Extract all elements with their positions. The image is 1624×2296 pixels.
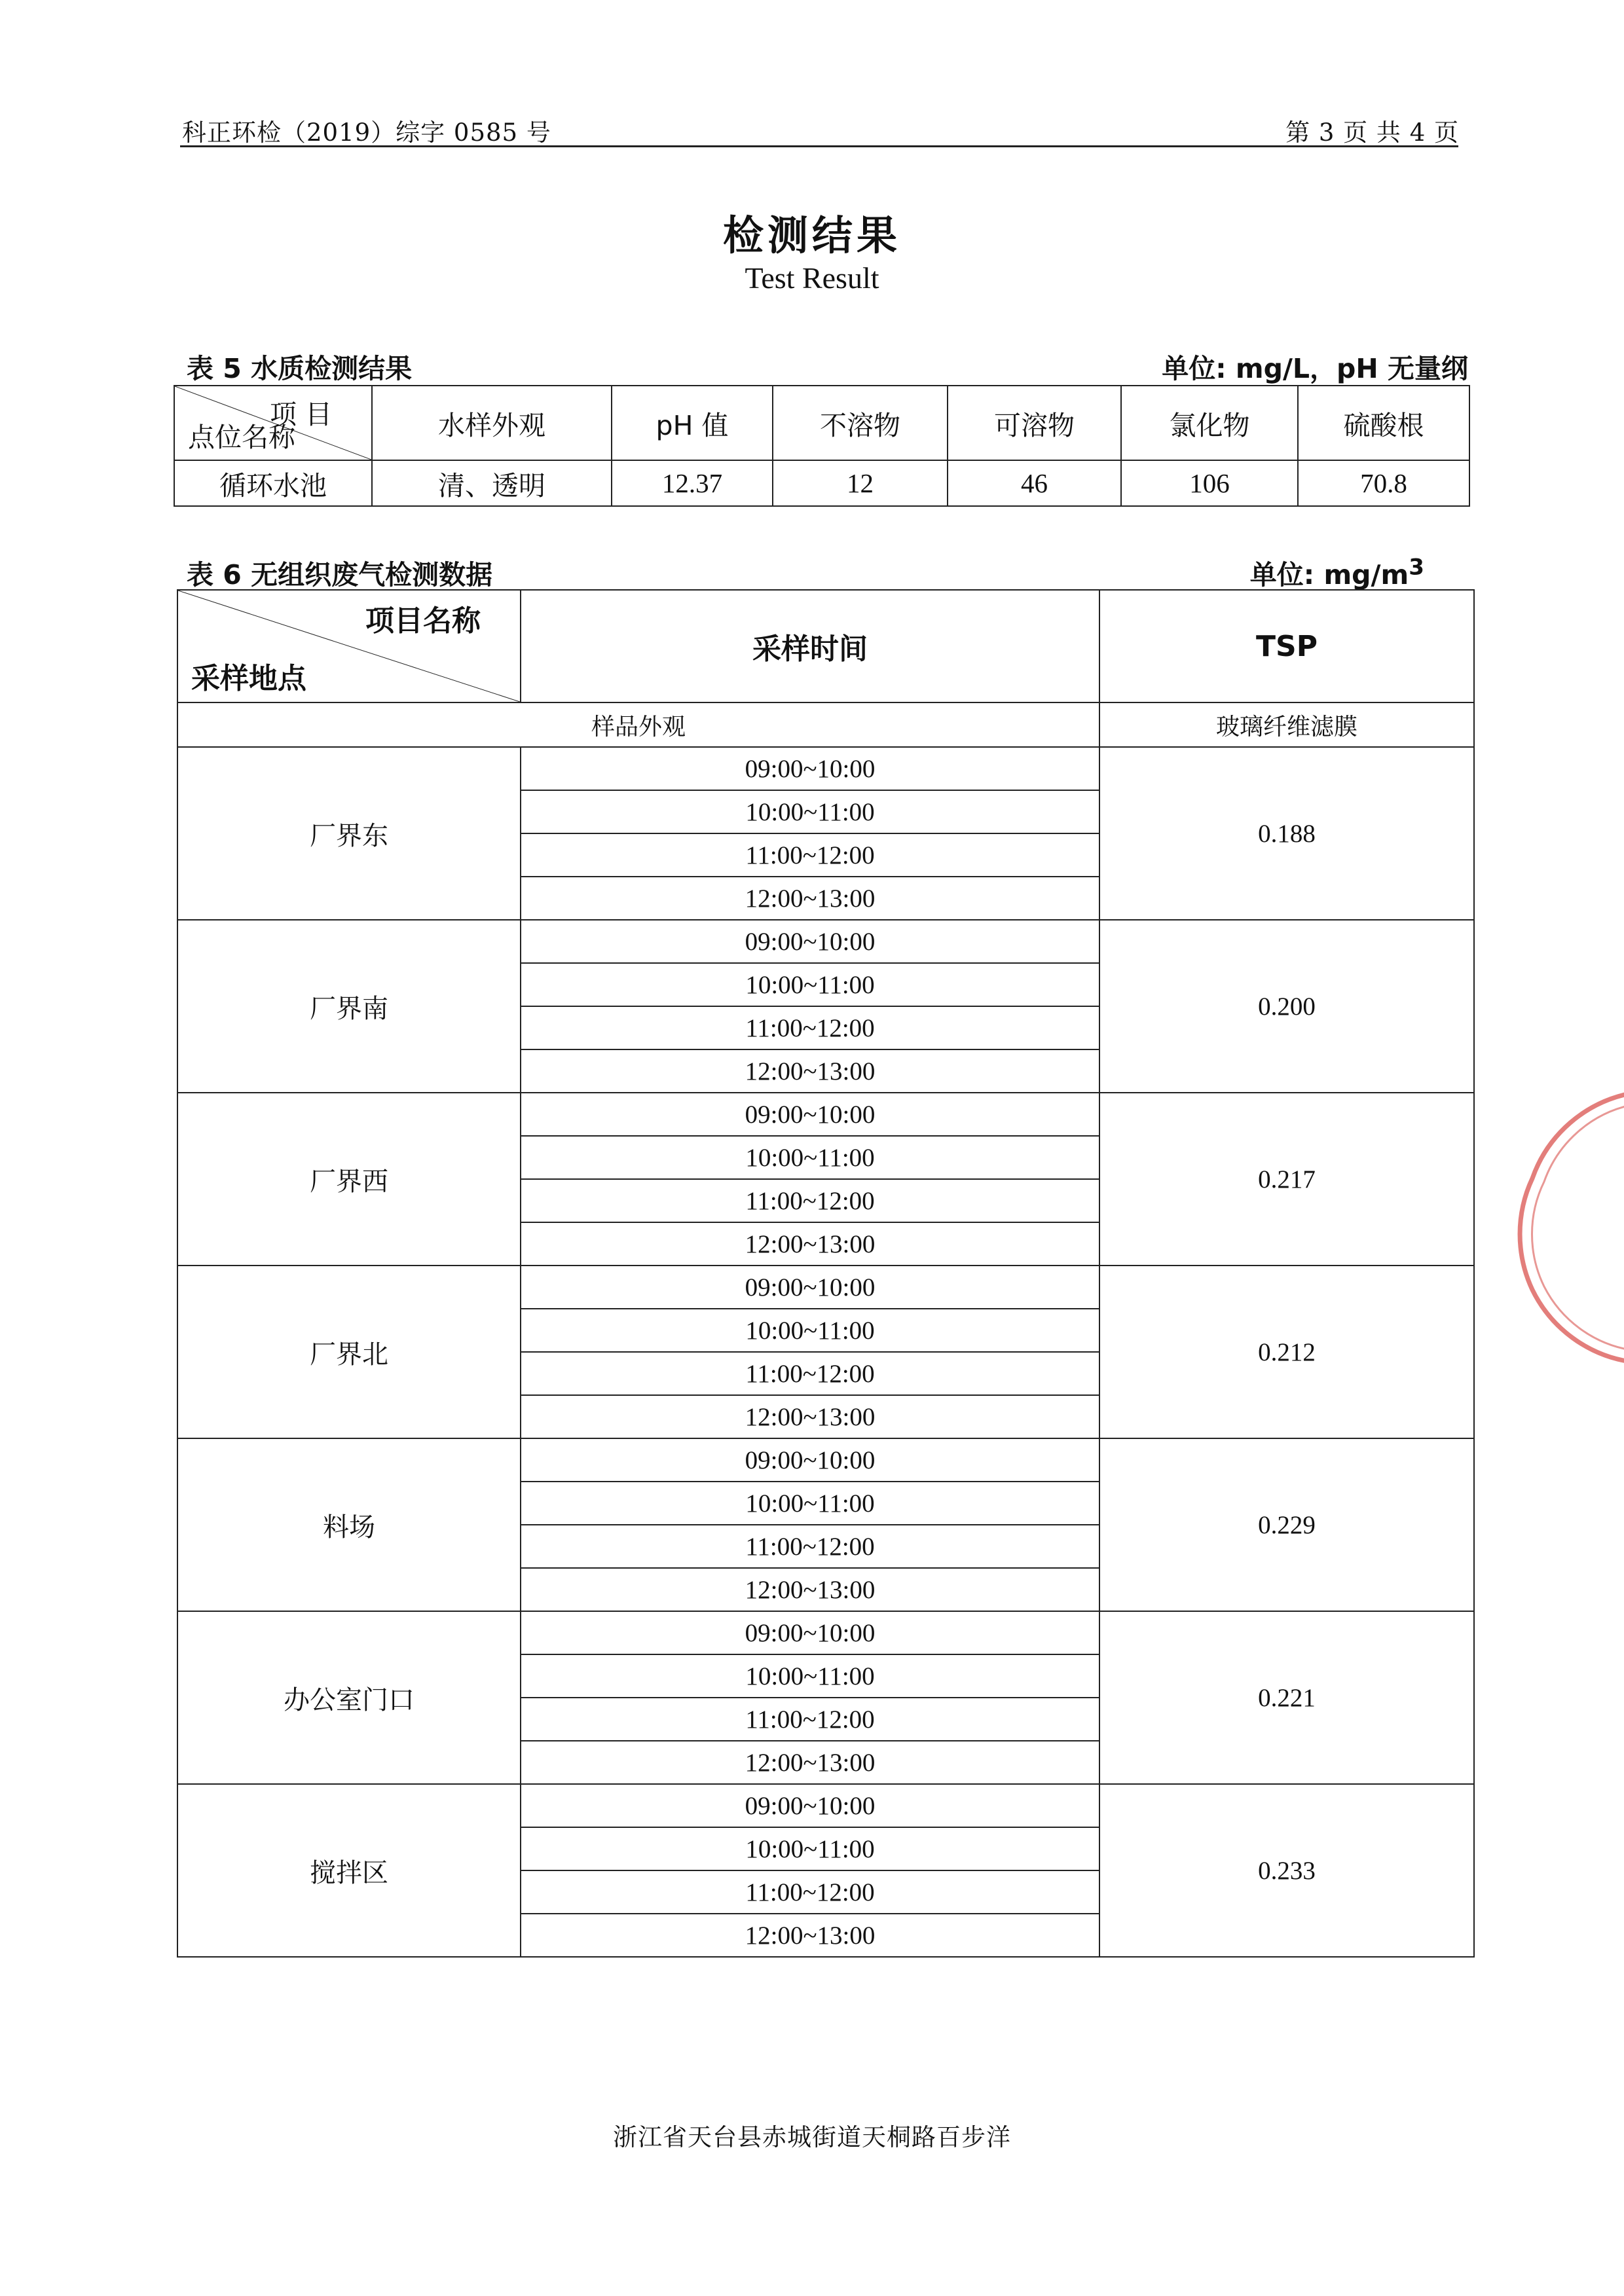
table5-col-header: 水样外观 bbox=[372, 386, 612, 460]
table6-corner-cell bbox=[177, 590, 521, 702]
table5-corner-bottom: 点位名称 bbox=[188, 422, 295, 453]
table5-col-header: 可溶物 bbox=[948, 386, 1121, 460]
tsp-value-cell: 0.200 bbox=[1099, 920, 1474, 1093]
sampling-time-cell: 11:00~12:00 bbox=[521, 1525, 1099, 1568]
sampling-time-cell: 09:00~10:00 bbox=[521, 1611, 1099, 1654]
sampling-time-cell: 10:00~11:00 bbox=[521, 790, 1099, 833]
sampling-time-cell: 11:00~12:00 bbox=[521, 1352, 1099, 1395]
tsp-value-cell: 0.212 bbox=[1099, 1266, 1474, 1438]
table5-unit: 单位: mg/L，pH 无量纲 bbox=[1162, 353, 1468, 384]
page-indicator: 第 3 页 共 4 页 bbox=[1285, 118, 1459, 147]
sampling-time-cell: 09:00~10:00 bbox=[521, 920, 1099, 963]
sampling-time-cell: 09:00~10:00 bbox=[521, 1438, 1099, 1482]
table-row bbox=[177, 1093, 1474, 1136]
site-name-cell: 厂界南 bbox=[177, 920, 521, 1093]
site-name-cell: 厂界北 bbox=[177, 1266, 521, 1438]
sampling-time-cell: 09:00~10:00 bbox=[521, 1266, 1099, 1309]
tsp-value-cell: 0.221 bbox=[1099, 1611, 1474, 1784]
table6-corner-top: 项目名称 bbox=[365, 604, 481, 638]
sampling-time-cell: 10:00~11:00 bbox=[521, 963, 1099, 1006]
table6-filter-type: 玻璃纤维滤膜 bbox=[1099, 702, 1474, 747]
sampling-time-cell: 10:00~11:00 bbox=[521, 1309, 1099, 1352]
table6-col-time: 采样时间 bbox=[521, 590, 1099, 702]
table5-cell: 12 bbox=[773, 460, 948, 506]
table-row bbox=[177, 1438, 1474, 1482]
sampling-time-cell: 11:00~12:00 bbox=[521, 1179, 1099, 1222]
table6-subheader-row bbox=[177, 702, 1474, 747]
header-rule bbox=[180, 145, 1458, 147]
site-name-cell: 搅拌区 bbox=[177, 1784, 521, 1957]
table5-col-header: 氯化物 bbox=[1121, 386, 1298, 460]
sampling-time-cell: 11:00~12:00 bbox=[521, 1006, 1099, 1049]
sampling-time-cell: 12:00~13:00 bbox=[521, 1222, 1099, 1266]
footer-address: 浙江省天台县赤城街道天桐路百步洋 bbox=[613, 2123, 1011, 2151]
table5-header-row bbox=[174, 386, 1469, 460]
sampling-time-cell: 11:00~12:00 bbox=[521, 1870, 1099, 1914]
table-row bbox=[174, 460, 1469, 506]
table5-corner-top: 项 目 bbox=[269, 399, 332, 430]
sampling-time-cell: 10:00~11:00 bbox=[521, 1827, 1099, 1870]
table5-col-header: 不溶物 bbox=[773, 386, 948, 460]
sampling-time-cell: 11:00~12:00 bbox=[521, 1698, 1099, 1741]
sampling-time-cell: 09:00~10:00 bbox=[521, 1784, 1099, 1827]
tsp-value-cell: 0.217 bbox=[1099, 1093, 1474, 1266]
site-name-cell: 厂界东 bbox=[177, 747, 521, 920]
table-row bbox=[177, 1784, 1474, 1827]
table6-unit-superscript: 3 bbox=[1409, 554, 1424, 581]
site-name-cell: 料场 bbox=[177, 1438, 521, 1611]
table5-cell: 46 bbox=[948, 460, 1121, 506]
table6-header-row bbox=[177, 590, 1474, 702]
sampling-time-cell: 10:00~11:00 bbox=[521, 1482, 1099, 1525]
sampling-time-cell: 12:00~13:00 bbox=[521, 1395, 1099, 1438]
table5-cell: 70.8 bbox=[1298, 460, 1469, 506]
table-row bbox=[177, 1266, 1474, 1309]
table5-col-header: pH 值 bbox=[612, 386, 773, 460]
tsp-value-cell: 0.233 bbox=[1099, 1784, 1474, 1957]
table6-col-tsp: TSP bbox=[1099, 590, 1474, 702]
fugitive-gas-table bbox=[177, 589, 1475, 1958]
report-number: 科正环检（2019）综字 0585 号 bbox=[182, 118, 551, 147]
sampling-time-cell: 11:00~12:00 bbox=[521, 833, 1099, 877]
sampling-time-cell: 12:00~13:00 bbox=[521, 1568, 1099, 1611]
water-quality-table bbox=[174, 385, 1470, 507]
table6-unit bbox=[1250, 553, 1424, 592]
sampling-time-cell: 10:00~11:00 bbox=[521, 1136, 1099, 1179]
table-row bbox=[177, 747, 1474, 790]
table5-col-header: 硫酸根 bbox=[1298, 386, 1469, 460]
sampling-time-cell: 12:00~13:00 bbox=[521, 1741, 1099, 1784]
table6-sample-appearance: 样品外观 bbox=[177, 702, 1099, 747]
table-row bbox=[177, 1611, 1474, 1654]
sampling-time-cell: 10:00~11:00 bbox=[521, 1654, 1099, 1698]
site-name-cell: 厂界西 bbox=[177, 1093, 521, 1266]
sampling-time-cell: 09:00~10:00 bbox=[521, 1093, 1099, 1136]
table5-cell: 清、透明 bbox=[372, 460, 612, 506]
sampling-time-cell: 09:00~10:00 bbox=[521, 747, 1099, 790]
tsp-value-cell: 0.229 bbox=[1099, 1438, 1474, 1611]
table6-unit-text: 单位: mg/m bbox=[1249, 559, 1409, 591]
table5-site-cell: 循环水池 bbox=[174, 460, 372, 506]
sampling-time-cell: 12:00~13:00 bbox=[521, 1049, 1099, 1093]
sampling-time-cell: 12:00~13:00 bbox=[521, 1914, 1099, 1957]
table5-cell: 106 bbox=[1121, 460, 1298, 506]
page-subtitle: Test Result bbox=[745, 261, 879, 295]
tsp-value-cell: 0.188 bbox=[1099, 747, 1474, 920]
table5-caption: 表 5 水质检测结果 bbox=[187, 353, 413, 384]
table6-corner-bottom: 采样地点 bbox=[191, 662, 306, 695]
table5-cell: 12.37 bbox=[612, 460, 773, 506]
page-title: 检测结果 bbox=[722, 211, 901, 259]
table-row bbox=[177, 920, 1474, 963]
company-seal bbox=[1486, 1074, 1624, 1375]
table6-caption: 表 6 无组织废气检测数据 bbox=[187, 559, 493, 591]
sampling-time-cell: 12:00~13:00 bbox=[521, 877, 1099, 920]
table5-corner-cell bbox=[174, 386, 372, 460]
site-name-cell: 办公室门口 bbox=[177, 1611, 521, 1784]
